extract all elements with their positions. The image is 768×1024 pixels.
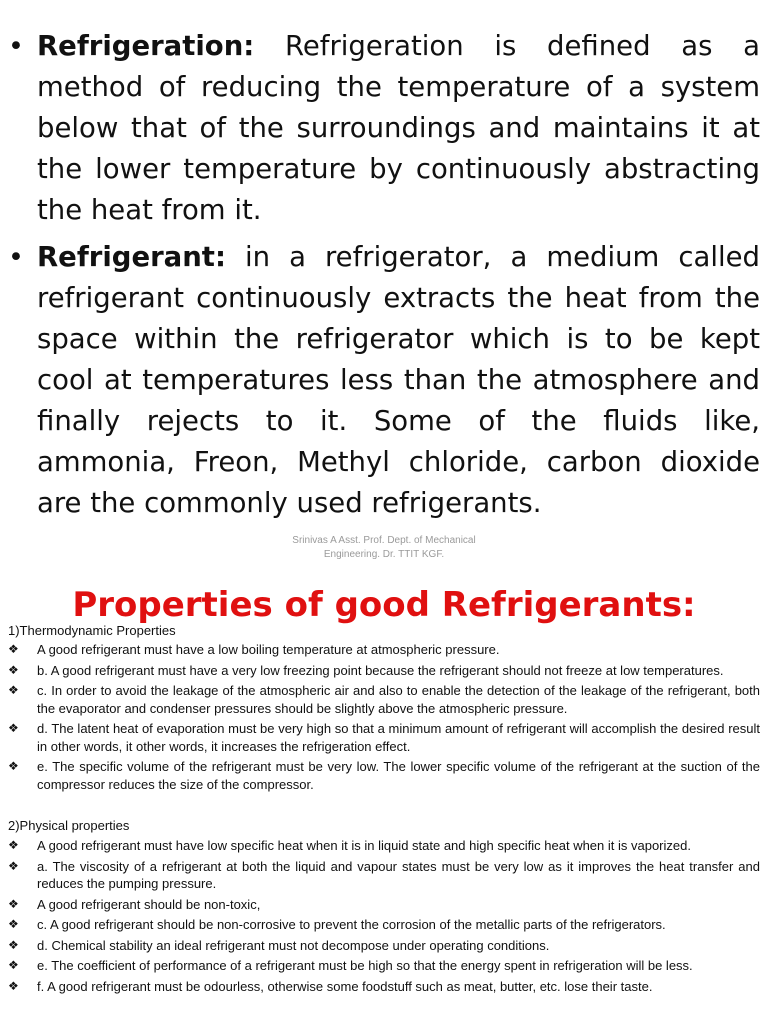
section-heading-physical: 2)Physical properties — [8, 818, 130, 833]
slide-title: Properties of good Refrigerants: — [72, 585, 696, 625]
list-item-text: e. The coefficient of performance of a refrigerant must be high so that the energy spent in refrigeration will be less. — [37, 958, 693, 973]
credit-line-2: Engineering. Dr. TTIT KGF. — [323, 549, 445, 560]
definition-refrigerant — [8, 237, 760, 524]
list-item-text: a. The viscosity of a refrigerant at both the liquid and vapour states must be very low as it improves the heat transfer and reduces the pumping pressure. — [37, 858, 760, 891]
definition-refrigeration — [8, 26, 760, 231]
list-item — [8, 896, 760, 914]
section-heading-thermodynamic: 1)Thermodynamic Properties — [8, 623, 176, 638]
diamond-bullet-icon: ❖ — [8, 759, 19, 773]
list-item — [8, 858, 760, 893]
list-item — [8, 662, 760, 680]
list-item-text: d. The latent heat of evaporation must be very high so that a minimum amount of refrigerant will accomplish the desired result in other words, it other words, it increases the refrigeration effect. — [37, 721, 760, 754]
list-item — [8, 682, 760, 717]
list-item — [8, 837, 760, 855]
term-label: Refrigerant: — [37, 241, 226, 273]
diamond-bullet-icon: ❖ — [8, 683, 19, 697]
list-item-text: f. A good refrigerant must be odourless, otherwise some foodstuff such as meat, butter, etc. lose their taste. — [37, 978, 653, 994]
diamond-bullet-icon: ❖ — [8, 838, 19, 852]
definition-text: in a refrigerator, a medium called refrigerant continuously extracts the heat from the space within the refrigerator which is to be kept cool at temperatures less than the atmosphere and finally rejects to it. Some of the fluids like, ammonia, Freon, Methyl chloride, carbon dioxide are the commonly used refrigerants. — [37, 241, 760, 519]
thermodynamic-list — [8, 641, 760, 796]
list-item-text: d. Chemical stability an ideal refrigerant must not decompose under operating conditions. — [37, 937, 550, 953]
term-label: Refrigeration: — [37, 30, 255, 62]
list-item — [8, 937, 760, 955]
definition-text: Refrigeration is defined as a method of reducing the temperature of a system below that of the surroundings and maintains it at the lower temperature by continuously abstracting the heat from it. — [37, 30, 760, 226]
list-item — [8, 916, 760, 934]
slide-properties — [0, 578, 768, 1024]
physical-list — [8, 837, 760, 998]
diamond-bullet-icon: ❖ — [8, 896, 19, 911]
list-item-text: A good refrigerant should be non-toxic, — [37, 896, 261, 912]
list-item — [8, 758, 760, 793]
list-item — [8, 978, 760, 996]
diamond-bullet-icon: ❖ — [8, 917, 19, 931]
diamond-bullet-icon: ❖ — [8, 662, 19, 677]
list-item — [8, 720, 760, 755]
list-item-text: A good refrigerant must have low specific heat when it is in liquid state and high specific heat when it is vaporized. — [37, 838, 691, 853]
definition-list — [8, 26, 760, 530]
diamond-bullet-icon: ❖ — [8, 721, 19, 735]
list-item-text: A good refrigerant must have a low boiling temperature at atmospheric pressure. — [37, 642, 500, 657]
diamond-bullet-icon: ❖ — [8, 858, 19, 873]
diamond-bullet-icon: ❖ — [8, 958, 19, 972]
list-item — [8, 957, 760, 975]
author-credit — [0, 534, 768, 562]
list-item-text: c. In order to avoid the leakage of the atmospheric air and also to enable the detection of the leakage of the refrigerant, both the evaporator and condenser pressures should be slightly above the atmospheric pressure. — [37, 683, 760, 716]
list-item — [8, 641, 760, 659]
diamond-bullet-icon: ❖ — [8, 937, 19, 952]
list-item-text: e. The specific volume of the refrigerant must be very low. The lower specific volume of the refrigerant at the suction of the compressor reduces the size of the compressor. — [37, 759, 760, 792]
bullet-icon: • — [8, 31, 24, 62]
bullet-icon: • — [8, 242, 24, 273]
diamond-bullet-icon: ❖ — [8, 642, 19, 656]
list-item-text: b. A good refrigerant must have a very low freezing point because the refrigerant should not freeze at low temperatures. — [37, 662, 724, 678]
list-item-text: c. A good refrigerant should be non-corrosive to prevent the corrosion of the metallic parts of the refrigerators. — [37, 917, 666, 932]
credit-line-1: Srinivas A Asst. Prof. Dept. of Mechanical — [292, 535, 476, 546]
diamond-bullet-icon: ❖ — [8, 978, 19, 993]
